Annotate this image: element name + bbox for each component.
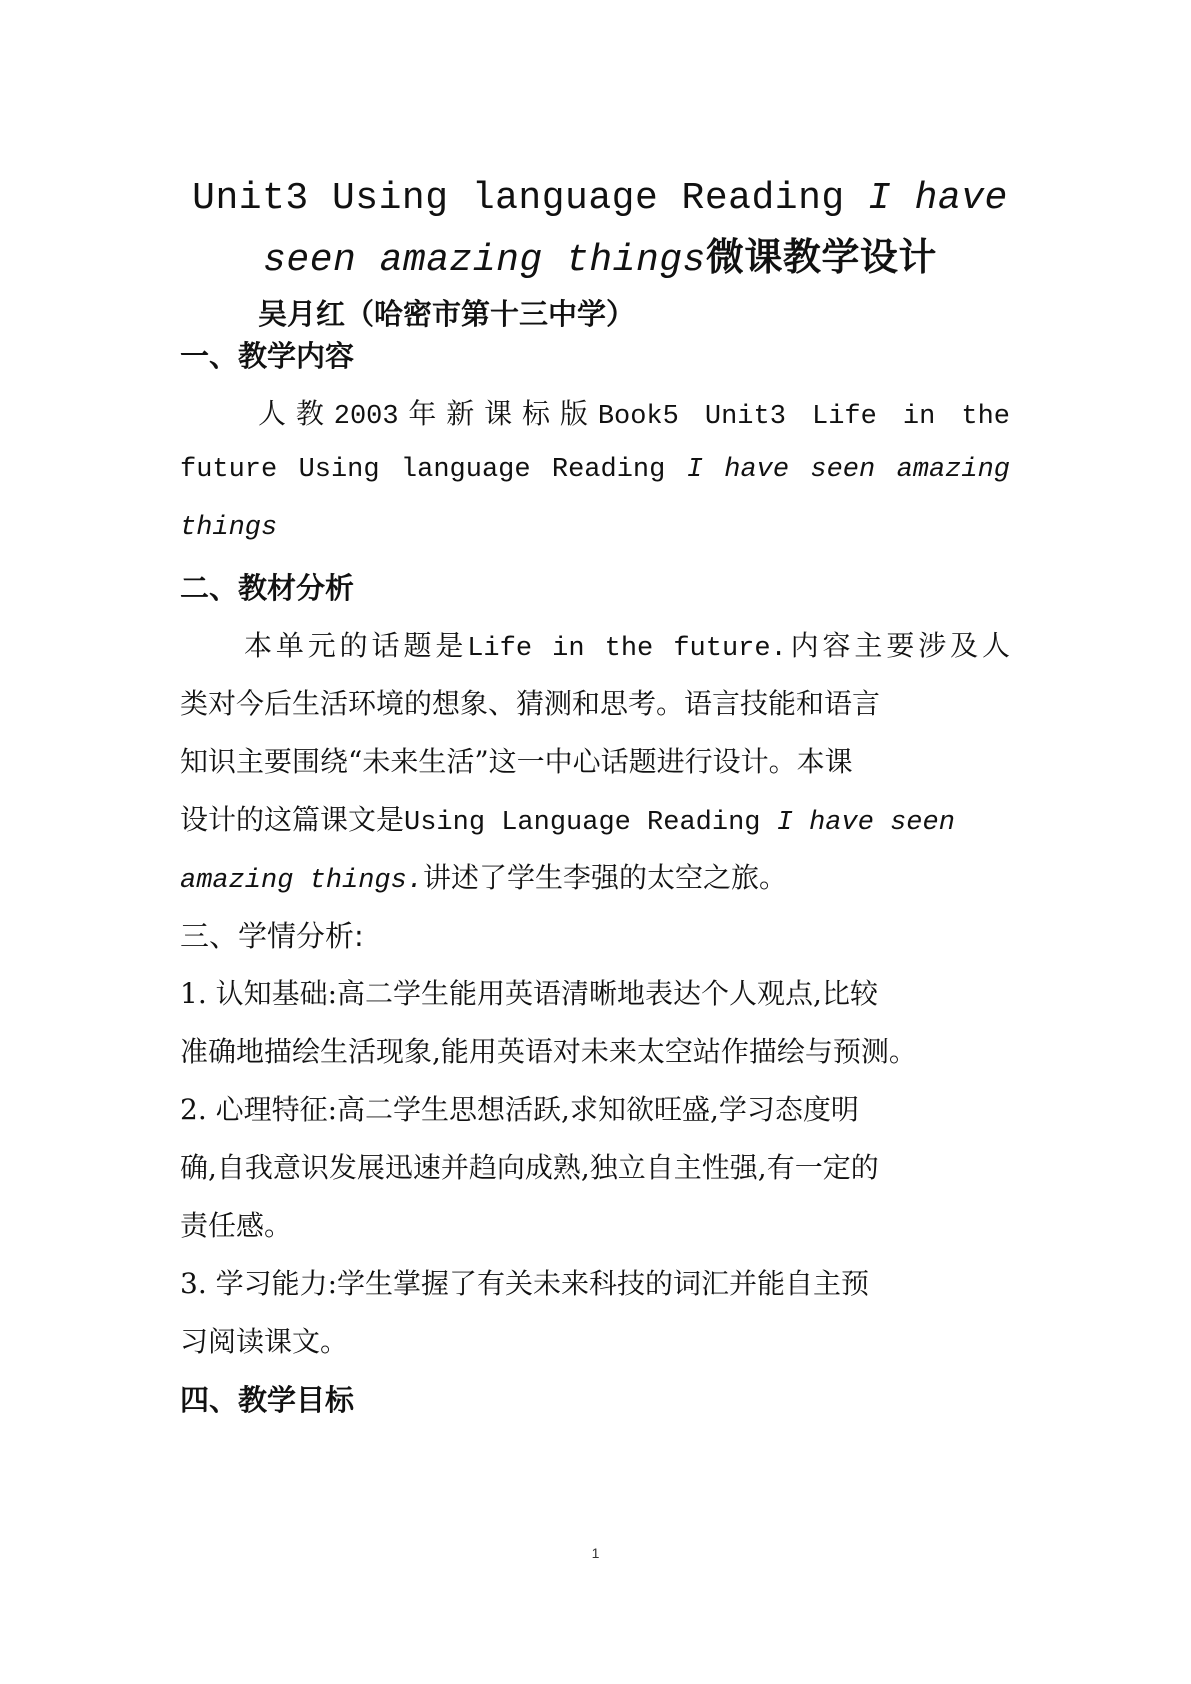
paragraph-line: 知识主要围绕“未来生活”这一中心话题进行设计。本课	[180, 745, 853, 778]
paragraph-line: things	[180, 513, 278, 543]
title-italic-text: I have	[867, 177, 1008, 220]
list-item-line: 准确地描绘生活现象,能用英语对未来太空站作描绘与预测。	[180, 1035, 917, 1068]
paragraph-line: amazing things.讲述了学生李强的太空之旅。	[180, 861, 788, 896]
title-mono-text: Unit3 Using language Reading	[192, 177, 868, 220]
list-item-line: 责任感。	[180, 1209, 293, 1242]
page-number: 1	[591, 1545, 600, 1561]
section-heading-3: 三、学情分析:	[180, 919, 364, 953]
section-heading-1: 一、教学内容	[180, 339, 355, 373]
paragraph-line: 本单元的话题是Life in the future.内容主要涉及人	[244, 629, 1010, 664]
author-line: 吴月红（哈密市第十三中学）	[258, 297, 636, 331]
paragraph-line: 类对今后生活环境的想象、猜测和思考。语言技能和语言	[180, 687, 881, 720]
list-item-line: 习阅读课文。	[180, 1325, 349, 1358]
paragraph-line: 人教2003年新课标版Book5 Unit3 Life in the	[258, 397, 1010, 432]
document-title-line-2	[150, 226, 1050, 292]
title-chinese-text: 微课教学设计	[705, 235, 937, 279]
title-italic-text-2: seen amazing things	[263, 239, 706, 282]
document-title-line-1	[150, 164, 1050, 230]
list-item-line: 1. 认知基础:高二学生能用英语清晰地表达个人观点,比较	[180, 977, 878, 1010]
section-heading-2: 二、教材分析	[180, 571, 355, 605]
section-heading-4: 四、教学目标	[180, 1383, 355, 1417]
list-item-line: 确,自我意识发展迅速并趋向成熟,独立自主性强,有一定的	[180, 1151, 879, 1184]
list-item-line: 3. 学习能力:学生掌握了有关未来科技的词汇并能自主预	[180, 1267, 870, 1300]
paragraph-line: future Using language Reading I have seen amazing	[180, 455, 1010, 485]
paragraph-line: 设计的这篇课文是Using Language Reading I have seen	[180, 803, 955, 838]
list-item-line: 2. 心理特征:高二学生思想活跃,求知欲旺盛,学习态度明	[180, 1093, 859, 1126]
